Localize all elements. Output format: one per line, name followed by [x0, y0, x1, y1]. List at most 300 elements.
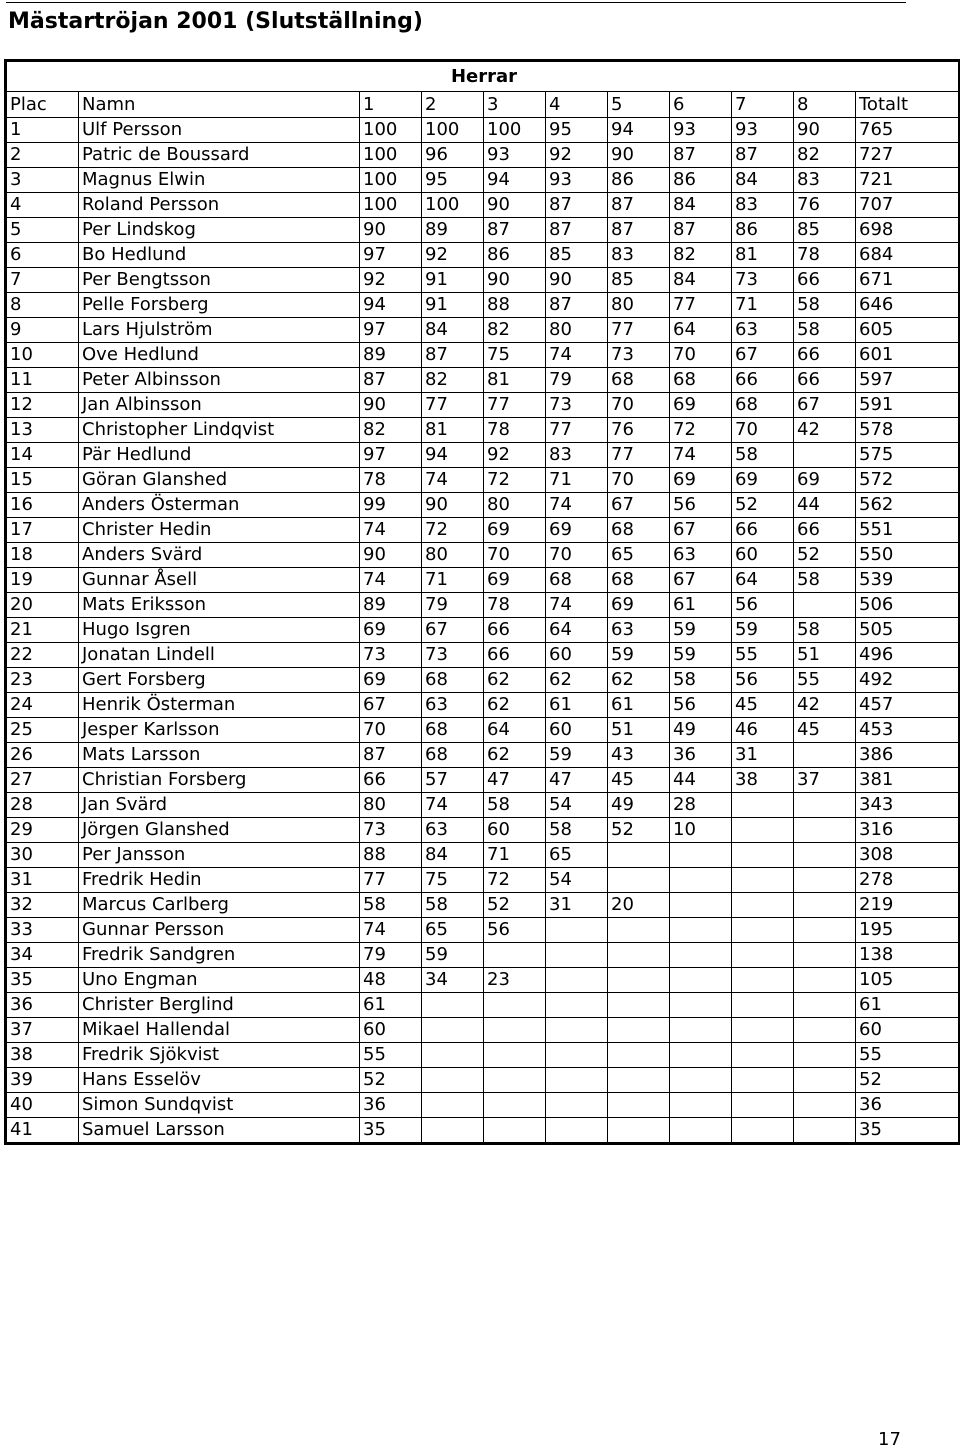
- score-cell: 71: [422, 568, 484, 593]
- score-cell: 43: [608, 743, 670, 768]
- score-cell: 82: [670, 243, 732, 268]
- total-cell: 55: [856, 1043, 960, 1068]
- group-label: Herrar: [6, 61, 960, 92]
- score-cell: 70: [484, 543, 546, 568]
- score-cell: 66: [794, 343, 856, 368]
- score-cell: [546, 993, 608, 1018]
- score-cell: [794, 943, 856, 968]
- score-cell: 47: [484, 768, 546, 793]
- score-cell: 90: [546, 268, 608, 293]
- score-cell: 71: [546, 468, 608, 493]
- table-row: [6, 1068, 960, 1093]
- score-cell: 86: [670, 168, 732, 193]
- score-cell: 77: [670, 293, 732, 318]
- column-header: Plac: [6, 92, 79, 118]
- score-cell: 100: [360, 168, 422, 193]
- total-cell: 60: [856, 1018, 960, 1043]
- score-cell: 62: [484, 743, 546, 768]
- score-cell: 59: [422, 943, 484, 968]
- score-cell: 84: [422, 843, 484, 868]
- table-row: [6, 518, 960, 543]
- score-cell: 69: [670, 393, 732, 418]
- score-cell: [670, 1043, 732, 1068]
- name-cell: Bo Hedlund: [79, 243, 360, 268]
- score-cell: 64: [732, 568, 794, 593]
- table-row: [6, 868, 960, 893]
- score-cell: [422, 1043, 484, 1068]
- score-cell: 81: [422, 418, 484, 443]
- column-header: Totalt: [856, 92, 960, 118]
- score-cell: 78: [794, 243, 856, 268]
- placement-cell: 21: [6, 618, 79, 643]
- total-cell: 698: [856, 218, 960, 243]
- total-cell: 684: [856, 243, 960, 268]
- score-cell: 86: [484, 243, 546, 268]
- score-cell: 87: [546, 218, 608, 243]
- placement-cell: 14: [6, 443, 79, 468]
- table-row: [6, 118, 960, 143]
- score-cell: 90: [360, 218, 422, 243]
- results-table: [4, 59, 960, 1145]
- score-cell: 58: [422, 893, 484, 918]
- score-cell: 36: [670, 743, 732, 768]
- total-cell: 591: [856, 393, 960, 418]
- score-cell: 61: [670, 593, 732, 618]
- score-cell: 54: [546, 868, 608, 893]
- score-cell: [546, 968, 608, 993]
- score-cell: 58: [794, 568, 856, 593]
- placement-cell: 32: [6, 893, 79, 918]
- placement-cell: 2: [6, 143, 79, 168]
- score-cell: 94: [608, 118, 670, 143]
- placement-cell: 33: [6, 918, 79, 943]
- score-cell: 90: [360, 393, 422, 418]
- score-cell: 60: [546, 718, 608, 743]
- score-cell: [670, 1093, 732, 1118]
- score-cell: 68: [670, 368, 732, 393]
- placement-cell: 40: [6, 1093, 79, 1118]
- score-cell: 74: [360, 918, 422, 943]
- total-cell: 35: [856, 1118, 960, 1144]
- score-cell: 93: [732, 118, 794, 143]
- score-cell: 77: [360, 868, 422, 893]
- score-cell: [608, 1118, 670, 1144]
- score-cell: 55: [732, 643, 794, 668]
- total-cell: 36: [856, 1093, 960, 1118]
- score-cell: 58: [484, 793, 546, 818]
- table-row: [6, 418, 960, 443]
- score-cell: [608, 1093, 670, 1118]
- score-cell: 87: [608, 218, 670, 243]
- total-cell: 505: [856, 618, 960, 643]
- score-cell: 67: [670, 518, 732, 543]
- score-cell: [546, 918, 608, 943]
- score-cell: [732, 868, 794, 893]
- total-cell: 105: [856, 968, 960, 993]
- table-row: [6, 593, 960, 618]
- score-cell: 66: [732, 518, 794, 543]
- score-cell: 35: [360, 1118, 422, 1144]
- score-cell: 88: [484, 293, 546, 318]
- table-row: [6, 318, 960, 343]
- total-cell: 550: [856, 543, 960, 568]
- score-cell: 82: [794, 143, 856, 168]
- score-cell: 63: [422, 693, 484, 718]
- score-cell: 52: [360, 1068, 422, 1093]
- score-cell: 69: [484, 568, 546, 593]
- score-cell: 100: [360, 193, 422, 218]
- score-cell: 69: [670, 468, 732, 493]
- score-cell: 54: [546, 793, 608, 818]
- placement-cell: 22: [6, 643, 79, 668]
- column-header: 3: [484, 92, 546, 118]
- placement-cell: 11: [6, 368, 79, 393]
- score-cell: 64: [546, 618, 608, 643]
- score-cell: 80: [422, 543, 484, 568]
- score-cell: [794, 893, 856, 918]
- total-cell: 671: [856, 268, 960, 293]
- total-cell: 61: [856, 993, 960, 1018]
- name-cell: Pelle Forsberg: [79, 293, 360, 318]
- score-cell: [608, 1018, 670, 1043]
- score-cell: 79: [360, 943, 422, 968]
- score-cell: 64: [670, 318, 732, 343]
- score-cell: [670, 868, 732, 893]
- score-cell: 69: [546, 518, 608, 543]
- score-cell: 76: [794, 193, 856, 218]
- score-cell: [732, 1068, 794, 1093]
- score-cell: [732, 893, 794, 918]
- placement-cell: 27: [6, 768, 79, 793]
- score-cell: 71: [732, 293, 794, 318]
- score-cell: 78: [484, 418, 546, 443]
- score-cell: 92: [484, 443, 546, 468]
- score-cell: 61: [360, 993, 422, 1018]
- placement-cell: 12: [6, 393, 79, 418]
- name-cell: Roland Persson: [79, 193, 360, 218]
- name-cell: Ove Hedlund: [79, 343, 360, 368]
- score-cell: 68: [422, 743, 484, 768]
- score-cell: 87: [608, 193, 670, 218]
- score-cell: 60: [484, 818, 546, 843]
- score-cell: 65: [608, 543, 670, 568]
- table-row: [6, 693, 960, 718]
- name-cell: Gunnar Åsell: [79, 568, 360, 593]
- score-cell: [608, 843, 670, 868]
- score-cell: 20: [608, 893, 670, 918]
- placement-cell: 3: [6, 168, 79, 193]
- score-cell: 77: [484, 393, 546, 418]
- score-cell: 75: [422, 868, 484, 893]
- score-cell: 90: [360, 543, 422, 568]
- placement-cell: 36: [6, 993, 79, 1018]
- column-header: 7: [732, 92, 794, 118]
- score-cell: 42: [794, 693, 856, 718]
- total-cell: 343: [856, 793, 960, 818]
- score-cell: [670, 968, 732, 993]
- score-cell: 100: [360, 118, 422, 143]
- score-cell: [670, 1118, 732, 1144]
- score-cell: [422, 993, 484, 1018]
- score-cell: [484, 1093, 546, 1118]
- table-row: [6, 193, 960, 218]
- total-cell: 578: [856, 418, 960, 443]
- table-row: [6, 368, 960, 393]
- score-cell: 65: [546, 843, 608, 868]
- score-cell: 87: [546, 293, 608, 318]
- column-header: 2: [422, 92, 484, 118]
- score-cell: 74: [422, 468, 484, 493]
- score-cell: 70: [546, 543, 608, 568]
- score-cell: 57: [422, 768, 484, 793]
- placement-cell: 15: [6, 468, 79, 493]
- score-cell: 84: [670, 268, 732, 293]
- score-cell: [794, 443, 856, 468]
- score-cell: 72: [484, 468, 546, 493]
- score-cell: [794, 1093, 856, 1118]
- name-cell: Anders Österman: [79, 493, 360, 518]
- score-cell: 68: [608, 568, 670, 593]
- placement-cell: 28: [6, 793, 79, 818]
- score-cell: [794, 743, 856, 768]
- score-cell: 87: [546, 193, 608, 218]
- score-cell: 56: [484, 918, 546, 943]
- name-cell: Peter Albinsson: [79, 368, 360, 393]
- score-cell: 61: [608, 693, 670, 718]
- score-cell: [608, 993, 670, 1018]
- score-cell: [546, 1118, 608, 1144]
- score-cell: 68: [608, 368, 670, 393]
- score-cell: [608, 968, 670, 993]
- score-cell: [608, 1043, 670, 1068]
- score-cell: 66: [732, 368, 794, 393]
- total-cell: 496: [856, 643, 960, 668]
- name-cell: Mats Eriksson: [79, 593, 360, 618]
- score-cell: 66: [794, 268, 856, 293]
- score-cell: 90: [484, 193, 546, 218]
- placement-cell: 8: [6, 293, 79, 318]
- score-cell: 81: [732, 243, 794, 268]
- score-cell: [732, 1093, 794, 1118]
- score-cell: 58: [794, 318, 856, 343]
- score-cell: 62: [608, 668, 670, 693]
- score-cell: 66: [794, 518, 856, 543]
- table-row: [6, 293, 960, 318]
- score-cell: 74: [422, 793, 484, 818]
- table-row: [6, 643, 960, 668]
- score-cell: 59: [546, 743, 608, 768]
- table-row: [6, 893, 960, 918]
- table-row: [6, 718, 960, 743]
- score-cell: 52: [484, 893, 546, 918]
- score-cell: 60: [546, 643, 608, 668]
- name-cell: Fredrik Sjökvist: [79, 1043, 360, 1068]
- column-header: 5: [608, 92, 670, 118]
- score-cell: [794, 843, 856, 868]
- score-cell: 62: [484, 693, 546, 718]
- placement-cell: 25: [6, 718, 79, 743]
- placement-cell: 39: [6, 1068, 79, 1093]
- results-table-body: [6, 61, 960, 1144]
- score-cell: 34: [422, 968, 484, 993]
- score-cell: 76: [608, 418, 670, 443]
- score-cell: 56: [732, 668, 794, 693]
- total-cell: 278: [856, 868, 960, 893]
- total-cell: 707: [856, 193, 960, 218]
- name-cell: Per Bengtsson: [79, 268, 360, 293]
- score-cell: 90: [794, 118, 856, 143]
- placement-cell: 6: [6, 243, 79, 268]
- total-cell: 572: [856, 468, 960, 493]
- score-cell: 67: [732, 343, 794, 368]
- score-cell: 72: [422, 518, 484, 543]
- score-cell: 58: [360, 893, 422, 918]
- score-cell: [794, 593, 856, 618]
- score-cell: 78: [484, 593, 546, 618]
- total-cell: 52: [856, 1068, 960, 1093]
- score-cell: 74: [546, 593, 608, 618]
- score-cell: 73: [608, 343, 670, 368]
- score-cell: 88: [360, 843, 422, 868]
- score-cell: 90: [484, 268, 546, 293]
- score-cell: 55: [360, 1043, 422, 1068]
- score-cell: 89: [360, 343, 422, 368]
- score-cell: [794, 1043, 856, 1068]
- score-cell: 69: [608, 593, 670, 618]
- score-cell: 69: [360, 618, 422, 643]
- score-cell: 68: [422, 668, 484, 693]
- score-cell: 69: [794, 468, 856, 493]
- total-cell: 381: [856, 768, 960, 793]
- total-cell: 138: [856, 943, 960, 968]
- score-cell: 91: [422, 268, 484, 293]
- score-cell: 73: [546, 393, 608, 418]
- score-cell: 77: [422, 393, 484, 418]
- score-cell: 78: [360, 468, 422, 493]
- score-cell: 77: [608, 318, 670, 343]
- placement-cell: 5: [6, 218, 79, 243]
- score-cell: 67: [422, 618, 484, 643]
- score-cell: 58: [546, 818, 608, 843]
- placement-cell: 23: [6, 668, 79, 693]
- table-row: [6, 993, 960, 1018]
- table-row: [6, 143, 960, 168]
- table-row: [6, 743, 960, 768]
- name-cell: Jesper Karlsson: [79, 718, 360, 743]
- score-cell: [484, 1018, 546, 1043]
- score-cell: [732, 993, 794, 1018]
- placement-cell: 13: [6, 418, 79, 443]
- total-cell: 457: [856, 693, 960, 718]
- total-cell: 646: [856, 293, 960, 318]
- placement-cell: 30: [6, 843, 79, 868]
- score-cell: [422, 1068, 484, 1093]
- score-cell: [608, 868, 670, 893]
- name-cell: Fredrik Hedin: [79, 868, 360, 893]
- score-cell: 68: [608, 518, 670, 543]
- score-cell: 84: [732, 168, 794, 193]
- table-row: [6, 1118, 960, 1144]
- name-cell: Samuel Larsson: [79, 1118, 360, 1144]
- placement-cell: 38: [6, 1043, 79, 1068]
- name-cell: Simon Sundqvist: [79, 1093, 360, 1118]
- page-number: 17: [878, 1429, 901, 1450]
- score-cell: 100: [360, 143, 422, 168]
- score-cell: 92: [422, 243, 484, 268]
- score-cell: [484, 1043, 546, 1068]
- score-cell: 87: [670, 218, 732, 243]
- name-cell: Christer Berglind: [79, 993, 360, 1018]
- score-cell: 58: [732, 443, 794, 468]
- score-cell: [732, 843, 794, 868]
- score-cell: 10: [670, 818, 732, 843]
- score-cell: 71: [484, 843, 546, 868]
- score-cell: 59: [732, 618, 794, 643]
- placement-cell: 26: [6, 743, 79, 768]
- score-cell: [670, 1068, 732, 1093]
- score-cell: 97: [360, 243, 422, 268]
- score-cell: 56: [670, 693, 732, 718]
- total-cell: 539: [856, 568, 960, 593]
- score-cell: 73: [360, 643, 422, 668]
- score-cell: 83: [732, 193, 794, 218]
- score-cell: 74: [546, 493, 608, 518]
- score-cell: [422, 1118, 484, 1144]
- score-cell: 38: [732, 768, 794, 793]
- score-cell: 97: [360, 318, 422, 343]
- score-cell: 62: [484, 668, 546, 693]
- table-row: [6, 1043, 960, 1068]
- table-row: [6, 818, 960, 843]
- table-row: [6, 1018, 960, 1043]
- total-cell: 506: [856, 593, 960, 618]
- score-cell: [794, 793, 856, 818]
- score-cell: 52: [732, 493, 794, 518]
- name-cell: Magnus Elwin: [79, 168, 360, 193]
- score-cell: [546, 1018, 608, 1043]
- score-cell: 51: [794, 643, 856, 668]
- score-cell: 96: [422, 143, 484, 168]
- score-cell: 83: [546, 443, 608, 468]
- name-cell: Mikael Hallendal: [79, 1018, 360, 1043]
- table-row: [6, 618, 960, 643]
- score-cell: 77: [546, 418, 608, 443]
- name-cell: Jonatan Lindell: [79, 643, 360, 668]
- score-cell: 73: [422, 643, 484, 668]
- score-cell: 73: [360, 818, 422, 843]
- score-cell: 60: [732, 543, 794, 568]
- placement-cell: 16: [6, 493, 79, 518]
- name-cell: Gert Forsberg: [79, 668, 360, 693]
- score-cell: 59: [670, 618, 732, 643]
- score-cell: [484, 1118, 546, 1144]
- score-cell: 58: [670, 668, 732, 693]
- total-cell: 601: [856, 343, 960, 368]
- placement-cell: 10: [6, 343, 79, 368]
- score-cell: 87: [732, 143, 794, 168]
- score-cell: 89: [360, 593, 422, 618]
- placement-cell: 4: [6, 193, 79, 218]
- score-cell: 61: [546, 693, 608, 718]
- score-cell: 74: [360, 568, 422, 593]
- score-cell: [422, 1018, 484, 1043]
- score-cell: 77: [608, 443, 670, 468]
- score-cell: 47: [546, 768, 608, 793]
- score-cell: 56: [670, 493, 732, 518]
- name-cell: Gunnar Persson: [79, 918, 360, 943]
- table-row: [6, 668, 960, 693]
- name-cell: Patric de Boussard: [79, 143, 360, 168]
